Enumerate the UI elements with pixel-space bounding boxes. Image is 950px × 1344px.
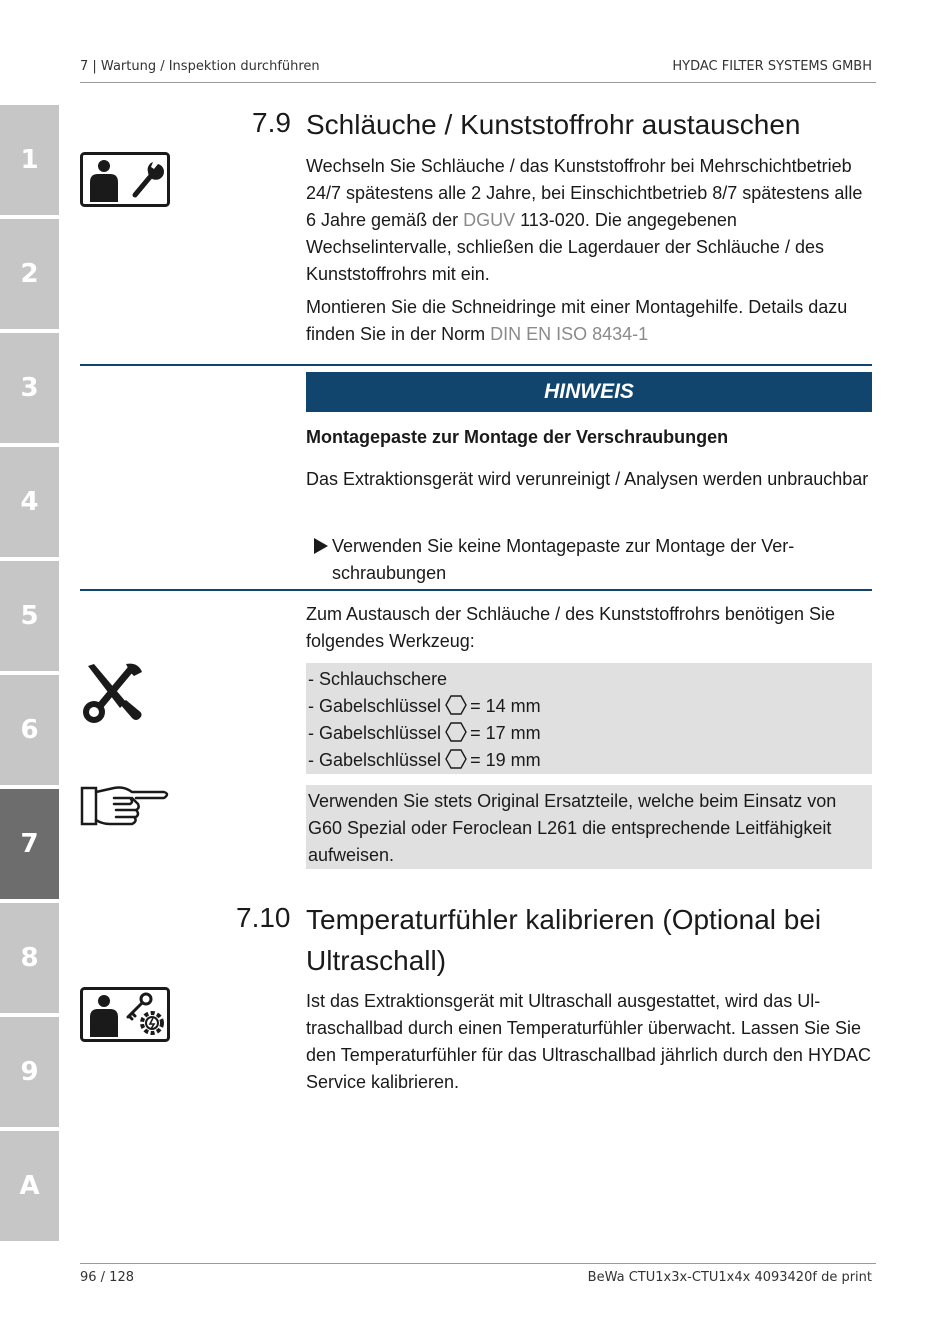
notice-top-rule [80,364,872,366]
footer-divider [80,1263,876,1264]
header-divider [80,82,876,83]
din-en-iso-link[interactable]: DIN EN ISO 8434-1 [490,324,649,344]
section-7-9-paragraph-1: Wechseln Sie Schläuche / das Kunststoffrohr bei Mehrschichtbetrieb 24/7 spätestens alle 2 Jahre, bei Einschichtbetrieb 8/7 spätestens alle 6 Jahre gemäß der DGUV 113-020. Die angegebenen Wechselintervalle, schließen die Lagerdauer der Schläuche / des Kunststoffrohrs mit ein. [306,156,863,284]
notice-consequence: Das Extraktionsgerät wird verunreinigt / Analysen werden unbrauchbar [306,469,869,489]
section-title-7-10: Temperaturfühler kalibrieren (Optional bei Ultraschall) [306,904,822,976]
section-7-10-body: Ist das Extraktionsgerät mit Ultraschall ausgestattet, wird das Ultraschallbad durch einen Temperaturfühler überwacht. Lassen Sie Sie den Temperaturfühler für das Ultraschallbad jährlich durch den HYDAC Service kalibrieren. [306,991,871,1092]
hexagon-icon [445,722,467,742]
chapter-tab-2[interactable]: 2 [0,219,59,329]
hexagon-icon [445,695,467,715]
tools-intro: Zum Austausch der Schläuche / des Kunststoffrohrs benötigen Sie folgendes Werkzeug: [306,604,835,651]
tool-item-hose-cutter: - Schlauchschere [308,669,448,689]
section-title-7-9: Schläuche / Kunststoffrohr austauschen [306,109,801,140]
chapter-tab-3[interactable]: 3 [0,333,59,443]
notice-heading: Montagepaste zur Montage der Verschraubungen [306,427,729,447]
notice-bottom-rule [80,589,872,591]
section-number-7-10: 7.10 [236,902,291,933]
chapter-tab-9[interactable]: 9 [0,1017,59,1127]
person-key-gear-icon [80,987,170,1042]
chapter-tab-6[interactable]: 6 [0,675,59,785]
notice-action [314,533,834,587]
tip-text: Verwenden Sie stets Original Ersatzteile, welche beim Einsatz von G60 Spezial oder Feroclean L261 die entsprechende Leitfähigkeit aufweisen. [308,791,837,865]
chapter-tab-8[interactable]: 8 [0,903,59,1013]
chapter-tab-a[interactable]: A [0,1131,59,1241]
tools-list [308,666,541,774]
chapter-tab-1[interactable]: 1 [0,105,59,215]
hexagon-icon [445,749,467,769]
notice-action-text: Verwenden Sie keine Montagepaste zur Montage der Verschraubungen [332,536,795,583]
chapter-tab-5[interactable]: 5 [0,561,59,671]
screwdriver-wrench-icon [80,660,144,726]
person-wrench-icon [80,152,170,207]
triangle-arrow-icon [314,538,328,554]
section-7-9-paragraph-2: Montieren Sie die Schneidringe mit einer Montagehilfe. Details dazu finden Sie in der Norm DIN EN ISO 8434-1 [306,297,848,344]
dguv-link[interactable]: DGUV [463,210,516,230]
header-chapter-title: 7 | Wartung / Inspektion durchführen [80,59,320,74]
tools-list-box [306,663,872,774]
tool-item-wrench-19: - Gabelschlüssel = 19 mm [308,750,541,770]
tool-item-wrench-14: - Gabelschlüssel = 14 mm [308,696,541,716]
page-number: 96 / 128 [80,1270,134,1285]
chapter-tab-4[interactable]: 4 [0,447,59,557]
pointing-hand-icon [80,784,172,830]
document-id: BeWa CTU1x3x-CTU1x4x 4093420f de print [587,1270,872,1285]
notice-banner: HINWEIS [306,372,872,412]
section-number-7-9: 7.9 [252,107,291,138]
chapter-tab-7[interactable]: 7 [0,789,59,899]
tip-box [306,785,872,869]
header-company: HYDAC FILTER SYSTEMS GMBH [672,59,872,74]
tool-item-wrench-17: - Gabelschlüssel = 17 mm [308,723,541,743]
